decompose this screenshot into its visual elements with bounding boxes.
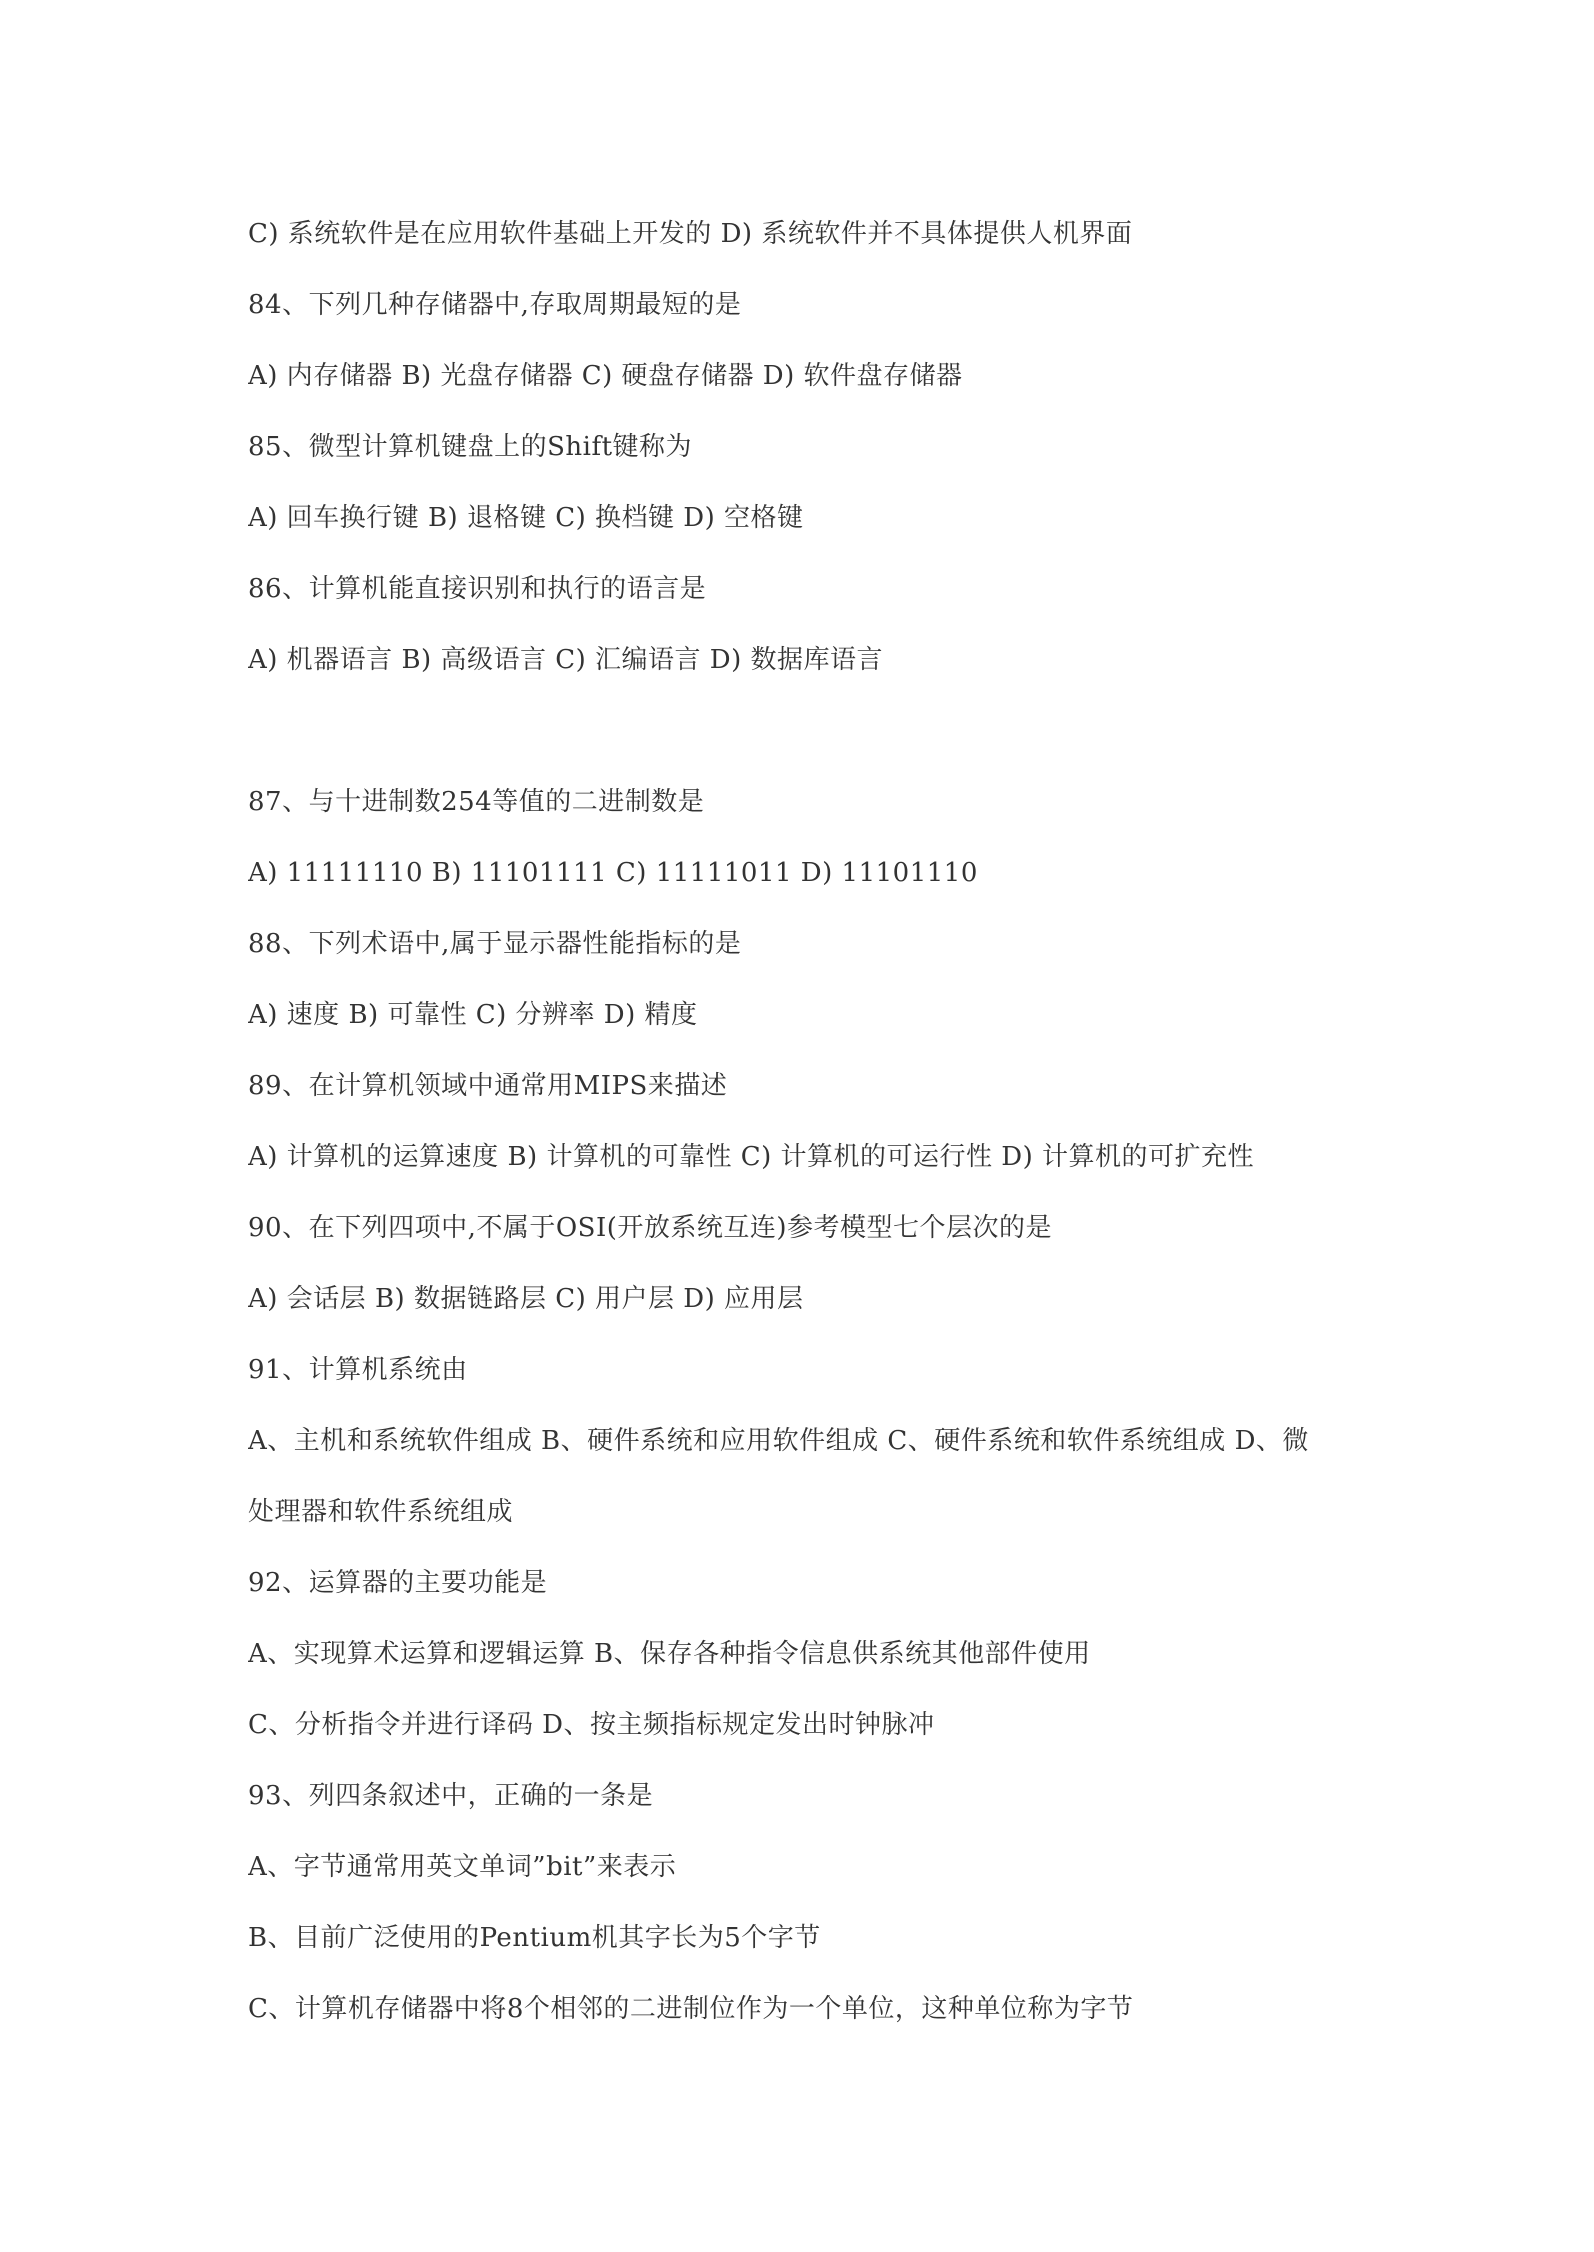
question-89: 89、在计算机领域中通常用MIPS来描述 — [248, 1071, 728, 1101]
options-91-continued: 处理器和软件系统组成 — [248, 1497, 514, 1527]
question-88: 88、下列术语中,属于显示器性能指标的是 — [248, 929, 742, 959]
options-84: A) 内存储器 B) 光盘存储器 C) 硬盘存储器 D) 软件盘存储器 — [248, 361, 963, 391]
question-93: 93、列四条叙述中，正确的一条是 — [248, 1781, 654, 1811]
option-line-83: C) 系统软件是在应用软件基础上开发的 D) 系统软件并不具体提供人机界面 — [248, 219, 1133, 249]
question-90: 90、在下列四项中,不属于OSI(开放系统互连)参考模型七个层次的是 — [248, 1213, 1053, 1243]
option-93-b: B、目前广泛使用的Pentium机其字长为5个字节 — [248, 1923, 821, 1953]
document-body — [248, 208, 1368, 2054]
question-85: 85、微型计算机键盘上的Shift键称为 — [248, 432, 693, 462]
question-86: 86、计算机能直接识别和执行的语言是 — [248, 574, 707, 604]
options-86: A) 机器语言 B) 高级语言 C) 汇编语言 D) 数据库语言 — [248, 645, 884, 675]
option-93-a: A、字节通常用英文单词”bit”来表示 — [248, 1852, 677, 1882]
options-88: A) 速度 B) 可靠性 C) 分辨率 D) 精度 — [248, 1000, 698, 1030]
options-90: A) 会话层 B) 数据链路层 C) 用户层 D) 应用层 — [248, 1284, 804, 1314]
paragraph-gap — [248, 705, 1368, 776]
options-87: A) 11111110 B) 11101111 C) 11111011 D) 11101110 — [248, 858, 978, 888]
question-87: 87、与十进制数254等值的二进制数是 — [248, 787, 705, 817]
question-84: 84、下列几种存储器中,存取周期最短的是 — [248, 290, 742, 320]
options-85: A) 回车换行键 B) 退格键 C) 换档键 D) 空格键 — [248, 503, 804, 533]
options-89: A) 计算机的运算速度 B) 计算机的可靠性 C) 计算机的可运行性 D) 计算机的可扩充性 — [248, 1142, 1255, 1172]
options-92-ab: A、实现算术运算和逻辑运算 B、保存各种指令信息供系统其他部件使用 — [248, 1639, 1091, 1669]
question-92: 92、运算器的主要功能是 — [248, 1568, 548, 1598]
options-92-cd: C、分析指令并进行译码 D、按主频指标规定发出时钟脉冲 — [248, 1710, 935, 1740]
option-93-c: C、计算机存储器中将8个相邻的二进制位作为一个单位，这种单位称为字节 — [248, 1994, 1134, 2024]
options-91: A、主机和系统软件组成 B、硬件系统和应用软件组成 C、硬件系统和软件系统组成 D、微 — [248, 1426, 1309, 1456]
question-91: 91、计算机系统由 — [248, 1355, 468, 1385]
